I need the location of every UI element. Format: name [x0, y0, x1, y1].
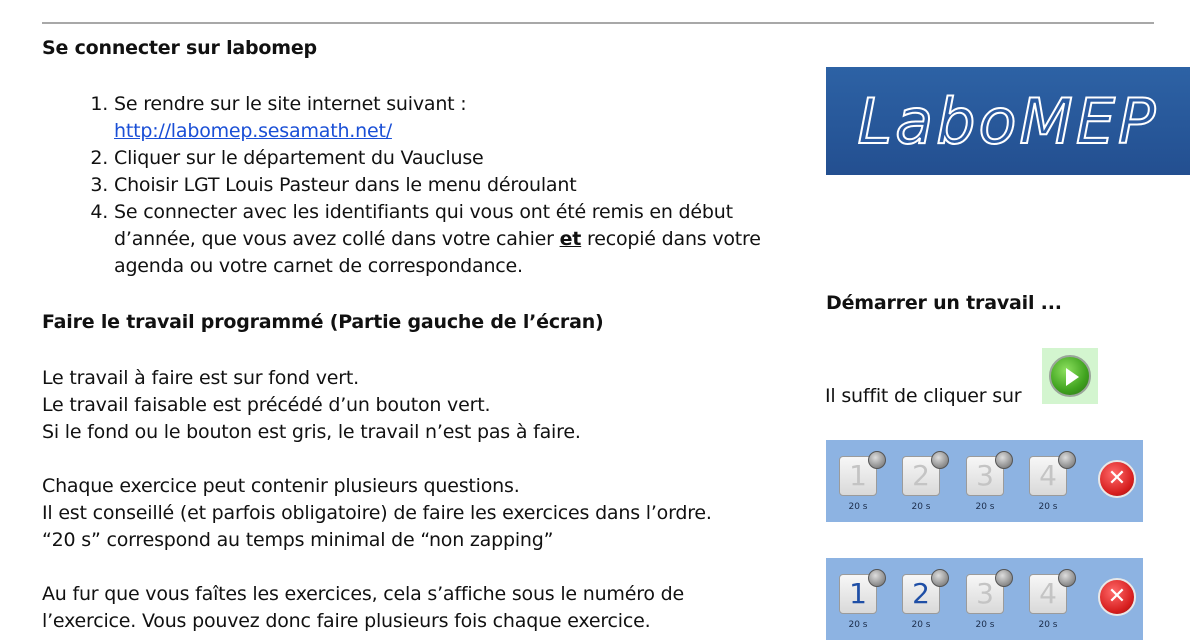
settings-knob-icon — [1058, 569, 1076, 587]
paragraph-1 — [42, 365, 581, 446]
exercise-4-button[interactable]: 4 — [1029, 456, 1067, 496]
exercise-1-button[interactable]: 1 — [839, 456, 877, 496]
exercise-4-time: 20 s — [1038, 502, 1058, 512]
line: Chaque exercice peut contenir plusieurs questions. — [42, 475, 520, 497]
heading-start: Démarrer un travail ... — [826, 292, 1062, 314]
play-button-container — [1042, 348, 1098, 404]
top-divider — [42, 22, 1154, 24]
step-4 — [114, 199, 794, 280]
line: Il est conseillé (et parfois obligatoire) de faire les exercices dans l’ordre. — [42, 502, 712, 524]
step-4-text-b: recopié dans votre agenda ou votre carnet de correspondance. — [114, 228, 761, 277]
settings-knob-icon — [1058, 451, 1076, 469]
settings-knob-icon — [995, 569, 1013, 587]
settings-knob-icon — [995, 451, 1013, 469]
exercise-1-time: 20 s — [848, 620, 868, 630]
settings-knob-icon — [931, 569, 949, 587]
logo-text: LaboMEP — [857, 84, 1159, 158]
exercise-3-time: 20 s — [975, 620, 995, 630]
heading-connect: Se connecter sur labomep — [42, 37, 317, 59]
step-3: 3. Choisir LGT Louis Pasteur dans le menu déroulant — [114, 172, 794, 199]
line: l’exercice. Vous pouvez donc faire plusieurs fois chaque exercice. — [42, 610, 651, 632]
line: “20 s” correspond au temps minimal de “non zapping” — [42, 529, 554, 551]
settings-knob-icon — [868, 569, 886, 587]
line: Si le fond ou le bouton est gris, le travail n’est pas à faire. — [42, 421, 581, 443]
exercise-2-time: 20 s — [911, 620, 931, 630]
close-icon[interactable]: ✕ — [1098, 578, 1136, 616]
paragraph-2 — [42, 473, 712, 554]
exercise-2-time: 20 s — [911, 502, 931, 512]
exercise-2-button[interactable]: 2 — [902, 456, 940, 496]
step-1-text: Se rendre sur le site internet suivant : — [114, 93, 467, 115]
settings-knob-icon — [868, 451, 886, 469]
exercise-1-button[interactable]: 1 — [839, 574, 877, 614]
step-4-emphasis: et — [559, 228, 582, 250]
labomep-logo — [826, 67, 1190, 175]
exercise-4-time: 20 s — [1038, 620, 1058, 630]
step-1 — [114, 91, 794, 145]
step-4-text-a: Se connecter avec les identifiants qui vous ont été remis en début d’année, que vous avez collé dans votre cahier — [114, 201, 733, 250]
click-instruction: Il suffit de cliquer sur — [825, 385, 1022, 407]
line: Le travail à faire est sur fond vert. — [42, 367, 359, 389]
labomep-link[interactable]: http://labomep.sesamath.net/ — [114, 120, 392, 142]
settings-knob-icon — [931, 451, 949, 469]
connect-steps-list — [74, 91, 794, 280]
step-2: 2. Cliquer sur le département du Vaucluse — [114, 145, 794, 172]
exercise-panel-1 — [826, 440, 1143, 522]
close-icon[interactable]: ✕ — [1098, 460, 1136, 498]
exercise-3-button[interactable]: 3 — [966, 574, 1004, 614]
exercise-2-button[interactable]: 2 — [902, 574, 940, 614]
exercise-4-button[interactable]: 4 — [1029, 574, 1067, 614]
line: Au fur que vous faîtes les exercices, cela s’affiche sous le numéro de — [42, 583, 685, 605]
heading-work: Faire le travail programmé (Partie gauche de l’écran) — [42, 311, 604, 333]
exercise-3-time: 20 s — [975, 502, 995, 512]
play-button-icon[interactable] — [1049, 355, 1091, 397]
exercise-3-button[interactable]: 3 — [966, 456, 1004, 496]
paragraph-3 — [42, 581, 684, 635]
line: Le travail faisable est précédé d’un bouton vert. — [42, 394, 491, 416]
exercise-panel-2 — [826, 558, 1143, 640]
exercise-1-time: 20 s — [848, 502, 868, 512]
